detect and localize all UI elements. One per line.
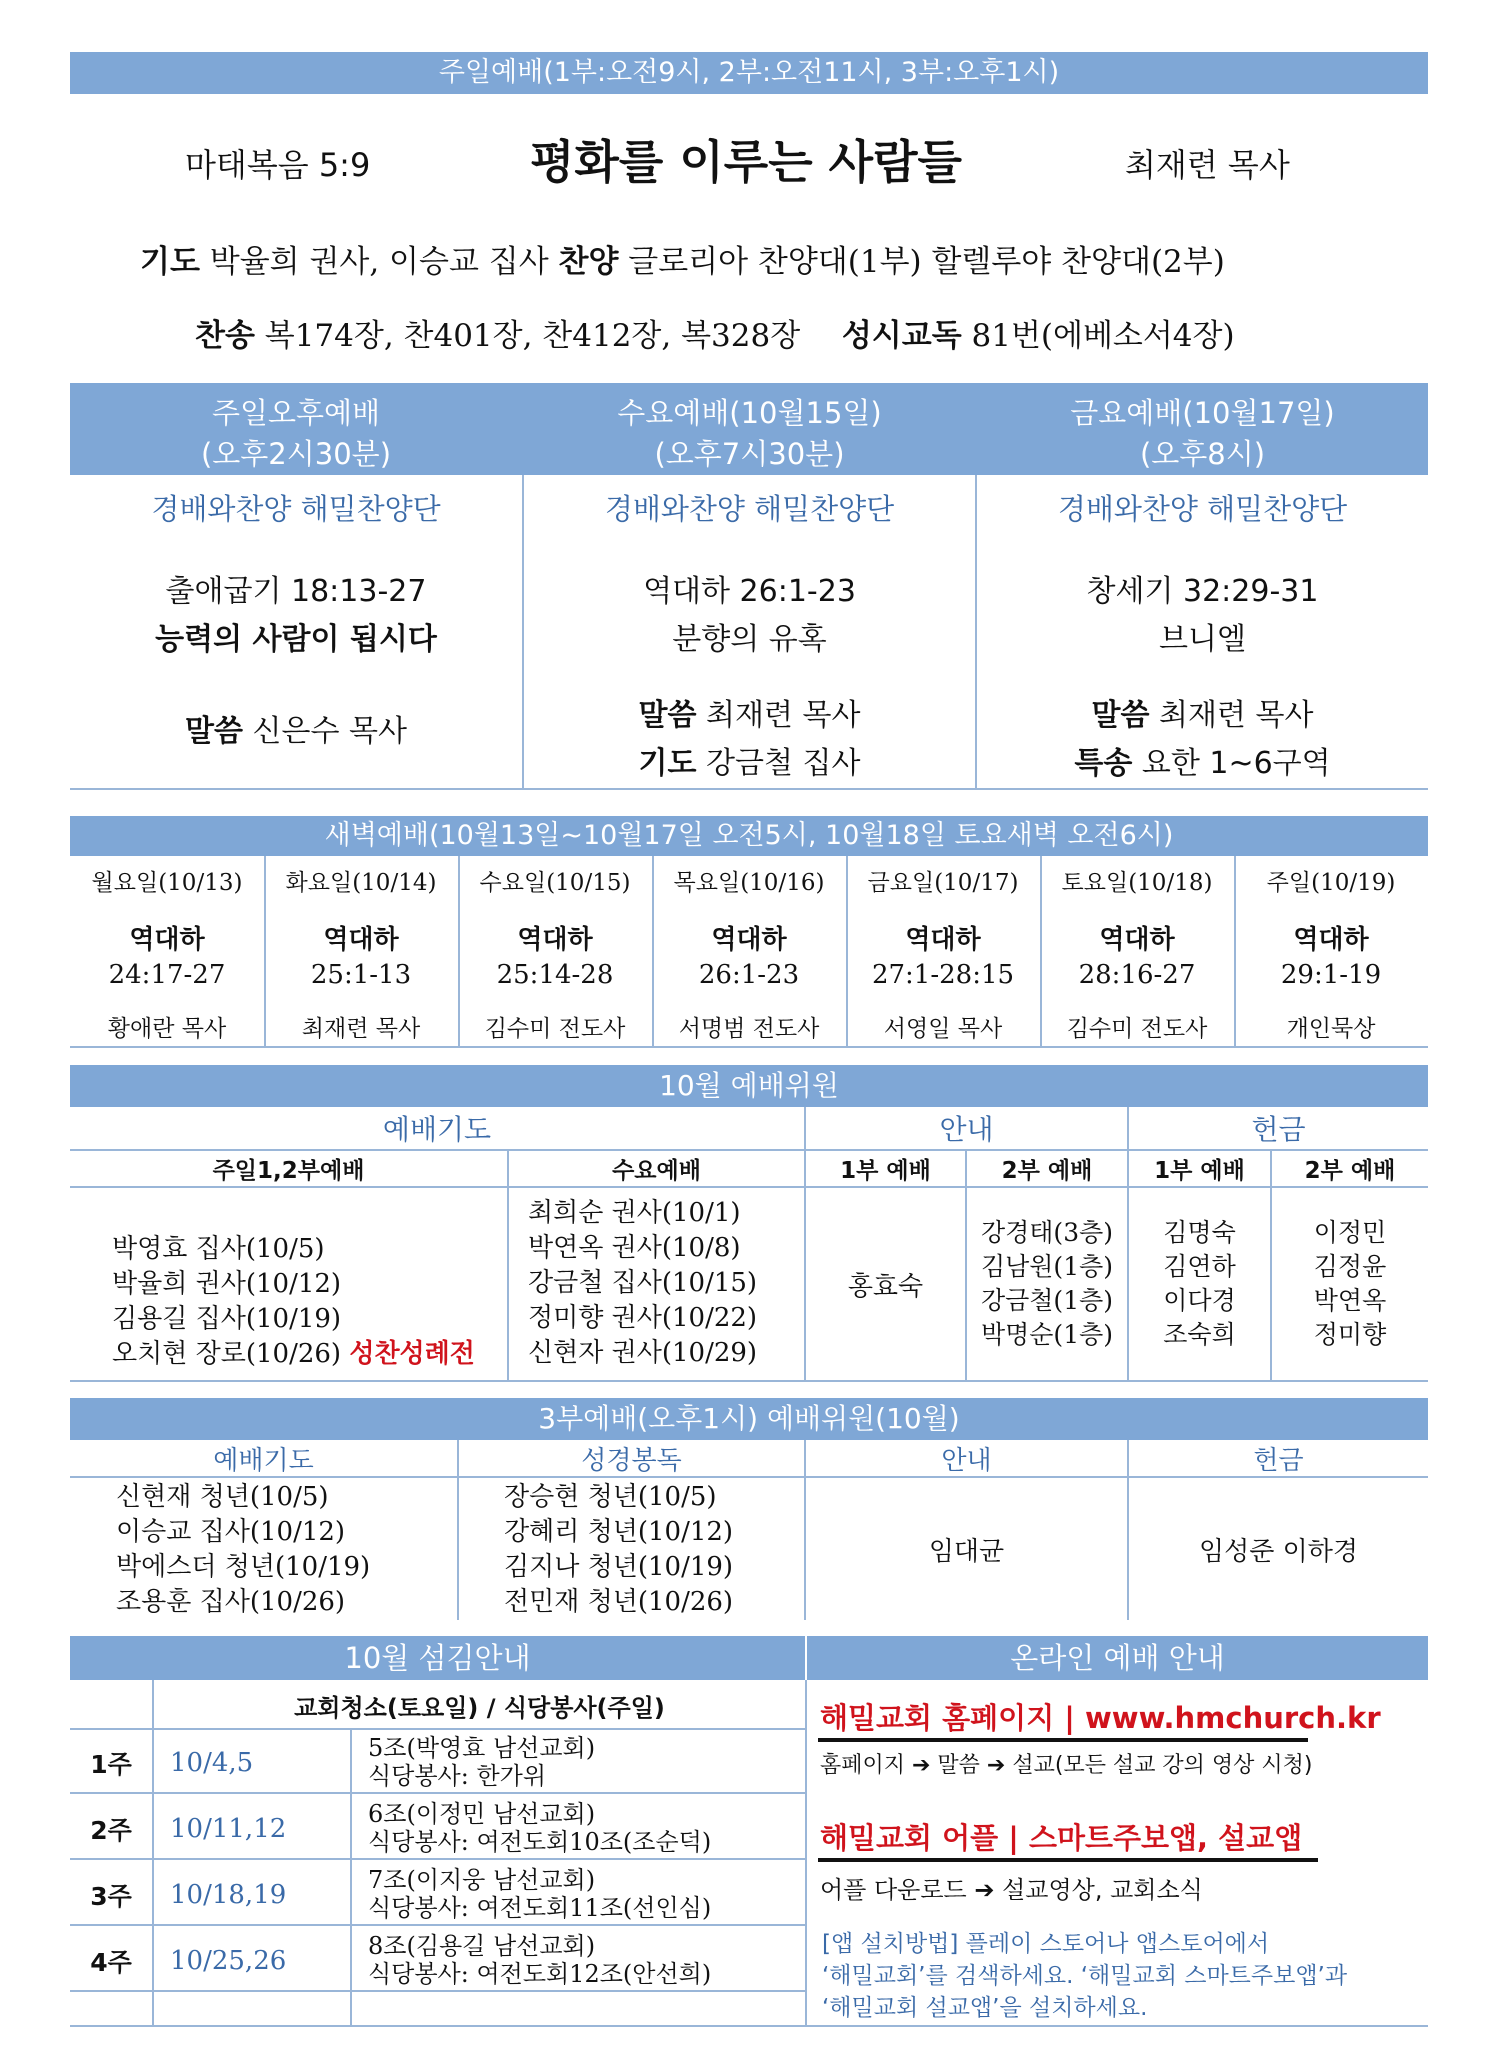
serving-meal: 식당봉사: 여전도회12조(안선희) — [368, 1960, 712, 1988]
praise-text: 글로리아 찬양대(1부) 할렐루야 찬양대(2부) — [628, 244, 1225, 280]
service-friday — [977, 383, 1428, 788]
sermon-label: 말씀 — [1091, 698, 1150, 733]
dawn-day: 목요일(10/16) — [673, 870, 825, 896]
dawn-day: 월요일(10/13) — [91, 870, 243, 896]
serving-dates: 10/18,19 — [170, 1880, 287, 1910]
committee-col-usher-2: 2부 예배 — [1001, 1158, 1093, 1184]
list-item: 신현재 청년(10/5) — [116, 1482, 329, 1512]
committee-col-offering-1: 1부 예배 — [1154, 1158, 1245, 1184]
online-header: 온라인 예배 안내 — [807, 1636, 1428, 1680]
dawn-day: 화요일(10/14) — [285, 870, 437, 896]
sunday-prayer-praise-line — [140, 236, 1225, 281]
service-passage: 창세기 32:29-31 — [1086, 574, 1319, 609]
usher-1bu: 홍효숙 — [847, 1271, 924, 1302]
dawn-book: 역대하 — [905, 925, 981, 955]
prayer-person: 강금철 집사 — [706, 746, 861, 781]
third-prayer-list — [116, 1480, 370, 1620]
dawn-leader: 황애란 목사 — [107, 1016, 227, 1042]
dawn-day-column — [458, 858, 652, 1043]
service-time: (오후8시) — [1139, 437, 1266, 471]
dawn-day-column — [1040, 858, 1234, 1043]
app-title: 해밀교회 어플 | 스마트주보앱, 설교앱 — [820, 1821, 1303, 1855]
reading-text: 81번(에베소서4장) — [971, 318, 1235, 354]
third-usher: 임대균 — [928, 1536, 1005, 1567]
reading-label: 성시교독 — [841, 318, 962, 354]
serving-meal: 식당봉사: 여전도회10조(조순덕) — [368, 1828, 712, 1856]
list-item: 김남원(1층) — [980, 1252, 1113, 1281]
prayer-label: 기도 — [638, 746, 697, 781]
install-line: [앱 설치방법] 플레이 스토어나 앱스토어에서 — [822, 1931, 1270, 1957]
committee-col-offering-2: 2부 예배 — [1304, 1158, 1396, 1184]
third-header: 3부예배(오후1시) 예배위원(10월) — [70, 1398, 1428, 1440]
third-col-offering: 헌금 — [1253, 1445, 1304, 1476]
list-item: 조숙희 — [1163, 1320, 1236, 1349]
list-item: 이승교 집사(10/12) — [116, 1517, 346, 1547]
serving-dates: 10/4,5 — [170, 1748, 254, 1778]
special-label: 특송 — [1074, 746, 1133, 781]
serving-week: 1주 — [90, 1750, 132, 1779]
dawn-leader: 최재련 목사 — [301, 1016, 421, 1042]
serving-meal: 식당봉사: 한가위 — [368, 1762, 547, 1790]
serving-week: 3주 — [90, 1882, 132, 1911]
install-line: ‘해밀교회’를 검색하세요. ‘해밀교회 스마트주보앱’과 — [822, 1963, 1348, 1989]
sunday-preacher: 최재련 목사 — [1125, 146, 1290, 184]
serving-dates: 10/11,12 — [170, 1814, 287, 1844]
prayer-text: 박율희 권사, 이승교 집사 — [209, 244, 549, 280]
service-wednesday — [524, 383, 975, 788]
serving-subheader: 교회청소(토요일) / 식당봉사(주일) — [294, 1693, 665, 1722]
dawn-verse: 25:1-13 — [310, 960, 412, 990]
third-col-usher: 안내 — [941, 1445, 992, 1476]
committee-col-usher-1: 1부 예배 — [840, 1158, 931, 1184]
list-item: 김명숙 — [1163, 1218, 1236, 1247]
dawn-book: 역대하 — [1099, 925, 1175, 955]
list-item: 강금철 집사(10/15) — [528, 1268, 758, 1298]
prayer-label: 기도 — [140, 244, 200, 280]
service-name: 수요예배(10월15일) — [617, 396, 882, 430]
committee-col-sunday: 주일1,2부예배 — [212, 1158, 365, 1184]
list-item: 강금철(1층) — [980, 1286, 1113, 1315]
offering-1bu-list — [1129, 1188, 1270, 1380]
dawn-book: 역대하 — [1293, 925, 1369, 955]
sunday-sermon-title: 평화를 이루는 사람들 — [530, 135, 962, 189]
service-title: 브니엘 — [1159, 622, 1246, 657]
serving-week: 2주 — [90, 1816, 132, 1845]
dawn-day-column — [846, 858, 1040, 1043]
hymn-label: 찬송 — [195, 318, 255, 354]
communion-note: 성찬성례전 — [349, 1339, 475, 1369]
dawn-day-column — [264, 858, 458, 1043]
service-name: 주일오후예배 — [211, 396, 381, 430]
dawn-verse: 25:14-28 — [496, 960, 614, 990]
service-time: (오후2시30분) — [200, 437, 392, 471]
dawn-leader: 개인묵상 — [1286, 1016, 1376, 1042]
committee-header: 10월 예배위원 — [70, 1065, 1428, 1107]
app-install-guide — [822, 1928, 1347, 2024]
service-title: 능력의 사람이 됩시다 — [155, 622, 437, 657]
list-item: 박연옥 권사(10/8) — [528, 1233, 741, 1263]
service-choir: 경배와찬양 해밀찬양단 — [604, 492, 895, 526]
committee-col-wednesday: 수요예배 — [612, 1158, 701, 1184]
list-item: 박율희 권사(10/12) — [112, 1269, 342, 1299]
sunday-header: 주일예배(1부:오전9시, 2부:오전11시, 3부:오후1시) — [70, 52, 1428, 94]
list-item: 조용훈 집사(10/26) — [116, 1587, 346, 1617]
list-item: 김연하 — [1163, 1252, 1236, 1281]
dawn-verse: 26:1-23 — [698, 960, 800, 990]
committee-group-usher: 안내 — [939, 1113, 994, 1146]
list-item: 신현자 권사(10/29) — [528, 1338, 758, 1368]
list-item: 강혜리 청년(10/12) — [504, 1517, 734, 1547]
committee-group-offering: 헌금 — [1251, 1113, 1306, 1146]
serving-header: 10월 섬김안내 — [70, 1636, 805, 1680]
dawn-leader: 김수미 전도사 — [484, 1016, 626, 1042]
dawn-verse: 29:1-19 — [1280, 960, 1382, 990]
list-item: 정미향 — [1313, 1320, 1387, 1349]
service-name: 금요예배(10월17일) — [1070, 396, 1335, 430]
service-choir: 경배와찬양 해밀찬양단 — [151, 492, 441, 526]
list-item: 김정윤 — [1313, 1252, 1387, 1281]
sunday-scripture: 마태복음 5:9 — [185, 146, 371, 184]
service-title: 분향의 유혹 — [672, 622, 827, 657]
serving-week: 4주 — [90, 1948, 132, 1977]
dawn-verse: 28:16-27 — [1078, 960, 1196, 990]
serving-clean: 6조(이정민 남선교회) — [368, 1800, 596, 1828]
homepage-path: 홈페이지 ➔ 말씀 ➔ 설교(모든 설교 강의 영상 시청) — [820, 1753, 1313, 1778]
app-path: 어플 다운로드 ➔ 설교영상, 교회소식 — [820, 1876, 1203, 1904]
dawn-day: 토요일(10/18) — [1061, 870, 1213, 896]
list-item: 이정민 — [1313, 1218, 1387, 1247]
serving-clean: 7조(이지웅 남선교회) — [368, 1866, 596, 1894]
service-time: (오후7시30분) — [654, 437, 845, 471]
service-sunday-afternoon — [70, 383, 522, 788]
install-line: ‘해밀교회 설교앱’을 설치하세요. — [822, 1995, 1148, 2021]
service-choir: 경배와찬양 해밀찬양단 — [1057, 492, 1348, 526]
list-item: 김지나 청년(10/19) — [504, 1552, 734, 1582]
dawn-leader: 서명범 전도사 — [678, 1016, 820, 1042]
offering-2bu-list — [1272, 1188, 1428, 1380]
list-item: 이다경 — [1163, 1286, 1236, 1315]
service-passage: 역대하 26:1-23 — [643, 574, 856, 609]
third-col-reading: 성경봉독 — [581, 1445, 682, 1476]
dawn-day: 금요일(10/17) — [867, 870, 1019, 896]
dawn-day: 수요일(10/15) — [479, 870, 631, 896]
list-item: 김용길 집사(10/19) — [112, 1304, 342, 1334]
service-passage: 출애굽기 18:13-27 — [165, 574, 427, 609]
serving-clean: 5조(박영효 남선교회) — [368, 1734, 596, 1762]
list-item: 박영효 집사(10/5) — [112, 1234, 325, 1264]
dawn-book: 역대하 — [711, 925, 787, 955]
sermon-preacher: 최재련 목사 — [706, 698, 861, 733]
list-item: 박연옥 — [1313, 1286, 1387, 1315]
list-item: 전민재 청년(10/26) — [504, 1587, 734, 1617]
special-text: 요한 1~6구역 — [1141, 746, 1331, 781]
sermon-label: 말씀 — [185, 714, 243, 749]
serving-dates: 10/25,26 — [170, 1946, 287, 1976]
dawn-header: 새벽예배(10월13일~10월17일 오전5시, 10월18일 토요새벽 오전6시) — [70, 816, 1428, 856]
list-item: 정미향 권사(10/22) — [528, 1303, 758, 1333]
dawn-leader: 김수미 전도사 — [1066, 1016, 1208, 1042]
third-offering: 임성준 이하경 — [1199, 1536, 1358, 1567]
committee-group-prayer: 예배기도 — [382, 1113, 492, 1146]
sermon-preacher: 신은수 목사 — [252, 714, 407, 749]
dawn-book: 역대하 — [517, 925, 593, 955]
dawn-day: 주일(10/19) — [1266, 870, 1396, 896]
dawn-day-column — [70, 858, 264, 1043]
dawn-book: 역대하 — [129, 925, 205, 955]
sermon-label: 말씀 — [638, 698, 697, 733]
usher-2bu-list — [967, 1188, 1127, 1380]
dawn-verse: 27:1-28:15 — [871, 960, 1015, 990]
serving-clean: 8조(김용길 남선교회) — [368, 1932, 596, 1960]
list-item: 강경태(3층) — [980, 1218, 1113, 1247]
list-item: 장승현 청년(10/5) — [504, 1482, 717, 1512]
dawn-leader: 서영일 목사 — [883, 1016, 1003, 1042]
third-reading-list — [504, 1480, 733, 1620]
list-item: 최희순 권사(10/1) — [528, 1198, 741, 1228]
sermon-preacher: 최재련 목사 — [1159, 698, 1314, 733]
sunday-hymn-reading-line — [195, 310, 1235, 355]
list-item: 박명순(1층) — [980, 1320, 1113, 1349]
committee-sunday-list — [112, 1232, 475, 1372]
homepage-title: 해밀교회 홈페이지 | www.hmchurch.kr — [820, 1701, 1381, 1735]
list-item: 오치현 장로(10/26) — [112, 1339, 342, 1369]
dawn-verse: 24:17-27 — [108, 960, 226, 990]
committee-wednesday-list — [528, 1196, 757, 1371]
dawn-day-column — [652, 858, 846, 1043]
hymn-text: 복174장, 찬401장, 찬412장, 복328장 — [264, 318, 801, 354]
serving-meal: 식당봉사: 여전도회11조(선인심) — [368, 1894, 712, 1922]
dawn-book: 역대하 — [323, 925, 399, 955]
list-item: 박에스더 청년(10/19) — [116, 1552, 371, 1582]
praise-label: 찬양 — [558, 244, 619, 280]
dawn-day-column — [1234, 858, 1428, 1043]
third-col-prayer: 예배기도 — [213, 1445, 314, 1476]
